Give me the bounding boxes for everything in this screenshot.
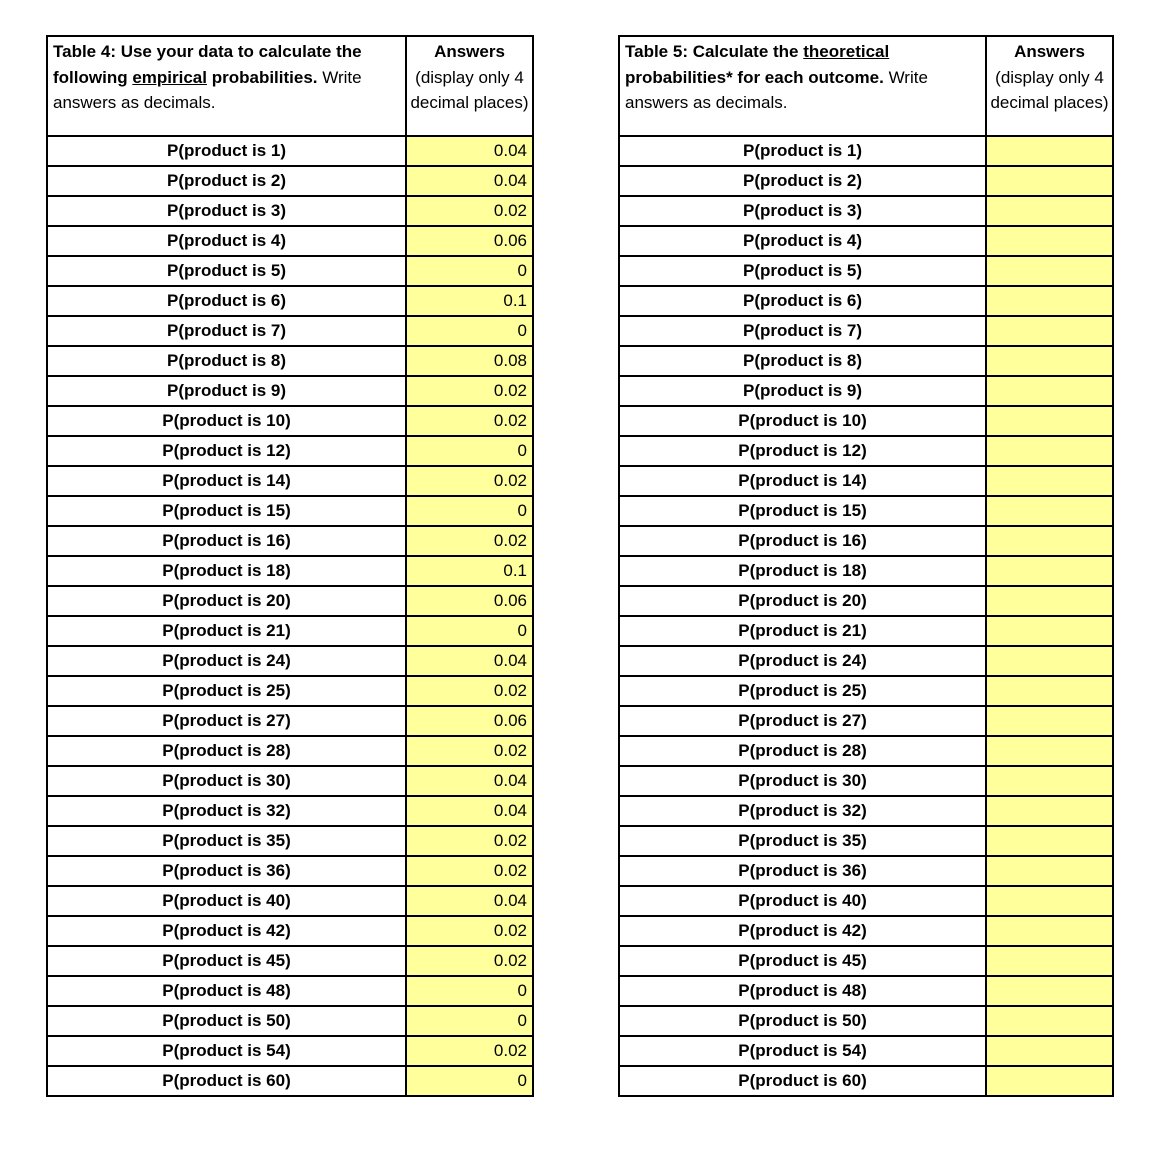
table-row: [47, 136, 533, 166]
answer-cell[interactable]: [986, 766, 1113, 796]
outcome-label: P(product is 3): [47, 196, 406, 226]
answer-cell[interactable]: [986, 526, 1113, 556]
table-row: [47, 526, 533, 556]
answer-cell[interactable]: [986, 226, 1113, 256]
outcome-label: P(product is 48): [619, 976, 986, 1006]
outcome-label: P(product is 14): [47, 466, 406, 496]
outcome-label: P(product is 36): [619, 856, 986, 886]
answer-cell[interactable]: [986, 166, 1113, 196]
outcome-label: P(product is 15): [619, 496, 986, 526]
answer-cell[interactable]: 0: [406, 496, 533, 526]
table-row: [619, 346, 1113, 376]
table-row: [47, 496, 533, 526]
answer-cell[interactable]: [986, 196, 1113, 226]
outcome-label: P(product is 21): [619, 616, 986, 646]
table-5-answers-header: [986, 36, 1113, 136]
table-5-answers-heading: Answers: [1014, 42, 1085, 61]
outcome-label: P(product is 60): [47, 1066, 406, 1096]
answer-cell[interactable]: [986, 706, 1113, 736]
table-5-answers-note: (display only 4 decimal places): [990, 67, 1109, 112]
table-row: [619, 826, 1113, 856]
outcome-label: P(product is 10): [47, 406, 406, 436]
table-row: [47, 586, 533, 616]
answer-cell[interactable]: 0: [406, 1066, 533, 1096]
table-5-body: [619, 36, 1113, 1096]
answer-cell[interactable]: 0.04: [406, 646, 533, 676]
answer-cell[interactable]: 0.02: [406, 856, 533, 886]
answer-cell[interactable]: [986, 1036, 1113, 1066]
table-row: [47, 316, 533, 346]
table-row: [619, 856, 1113, 886]
outcome-label: P(product is 32): [47, 796, 406, 826]
table-row: [619, 406, 1113, 436]
answer-cell[interactable]: [986, 976, 1113, 1006]
table-row: [619, 556, 1113, 586]
answer-cell[interactable]: [986, 496, 1113, 526]
table-row: [47, 676, 533, 706]
answer-cell[interactable]: [986, 616, 1113, 646]
outcome-label: P(product is 20): [619, 586, 986, 616]
table-row: [619, 436, 1113, 466]
table-row: [619, 1006, 1113, 1036]
answer-cell[interactable]: 0: [406, 976, 533, 1006]
outcome-label: P(product is 4): [619, 226, 986, 256]
outcome-label: P(product is 15): [47, 496, 406, 526]
outcome-label: P(product is 20): [47, 586, 406, 616]
outcome-label: P(product is 10): [619, 406, 986, 436]
answer-cell[interactable]: 0.04: [406, 886, 533, 916]
outcome-label: P(product is 25): [47, 676, 406, 706]
answer-cell[interactable]: [986, 826, 1113, 856]
answer-cell[interactable]: [986, 886, 1113, 916]
answer-cell[interactable]: [986, 436, 1113, 466]
table-row: [619, 586, 1113, 616]
outcome-label: P(product is 50): [619, 1006, 986, 1036]
answer-cell[interactable]: 0.1: [406, 556, 533, 586]
table-row: [47, 406, 533, 436]
answer-cell[interactable]: 0.04: [406, 136, 533, 166]
outcome-label: P(product is 25): [619, 676, 986, 706]
outcome-label: P(product is 12): [619, 436, 986, 466]
table-row: [619, 256, 1113, 286]
answer-cell[interactable]: 0: [406, 436, 533, 466]
outcome-label: P(product is 8): [619, 346, 986, 376]
answer-cell[interactable]: [986, 136, 1113, 166]
outcome-label: P(product is 24): [47, 646, 406, 676]
table-5-theoretical: [618, 35, 1114, 1097]
outcome-label: P(product is 35): [619, 826, 986, 856]
answer-cell[interactable]: [986, 796, 1113, 826]
outcome-label: P(product is 40): [47, 886, 406, 916]
table-5-title-bold: Table 5: Calculate the: [625, 42, 799, 61]
table-row: [619, 796, 1113, 826]
outcome-label: P(product is 18): [47, 556, 406, 586]
table-row: [47, 736, 533, 766]
outcome-label: P(product is 45): [619, 946, 986, 976]
outcome-label: P(product is 5): [47, 256, 406, 286]
table-4-title-rest: Write answers as decimals.: [53, 67, 362, 112]
answer-cell[interactable]: [986, 646, 1113, 676]
answer-cell[interactable]: [986, 346, 1113, 376]
outcome-label: P(product is 35): [47, 826, 406, 856]
answer-cell[interactable]: [986, 676, 1113, 706]
answer-cell[interactable]: [986, 586, 1113, 616]
table-row: [619, 916, 1113, 946]
answer-cell[interactable]: [986, 736, 1113, 766]
outcome-label: P(product is 60): [619, 1066, 986, 1096]
table-row: [619, 376, 1113, 406]
table-row: [47, 706, 533, 736]
outcome-label: P(product is 16): [47, 526, 406, 556]
outcome-label: P(product is 7): [619, 316, 986, 346]
answer-cell[interactable]: 0.04: [406, 166, 533, 196]
answer-cell[interactable]: [986, 946, 1113, 976]
table-row: [619, 706, 1113, 736]
table-5-header-row: [619, 36, 1113, 136]
answer-cell[interactable]: [986, 1006, 1113, 1036]
outcome-label: P(product is 5): [619, 256, 986, 286]
outcome-label: P(product is 2): [47, 166, 406, 196]
table-row: [47, 166, 533, 196]
outcome-label: P(product is 1): [619, 136, 986, 166]
table-row: [619, 616, 1113, 646]
answer-cell[interactable]: [986, 556, 1113, 586]
table-row: [619, 226, 1113, 256]
answer-cell[interactable]: 0.02: [406, 736, 533, 766]
answer-cell[interactable]: 0.04: [406, 766, 533, 796]
answer-cell[interactable]: [986, 376, 1113, 406]
answer-cell[interactable]: [986, 916, 1113, 946]
table-4-answers-note: (display only 4 decimal places): [410, 67, 529, 112]
outcome-label: P(product is 8): [47, 346, 406, 376]
table-row: [47, 826, 533, 856]
answer-cell[interactable]: 0.06: [406, 226, 533, 256]
table-row: [619, 286, 1113, 316]
outcome-label: P(product is 27): [619, 706, 986, 736]
outcome-label: P(product is 28): [619, 736, 986, 766]
answer-cell[interactable]: [986, 1066, 1113, 1096]
answer-cell[interactable]: 0.02: [406, 1036, 533, 1066]
answer-cell[interactable]: [986, 256, 1113, 286]
outcome-label: P(product is 54): [619, 1036, 986, 1066]
table-row: [47, 346, 533, 376]
outcome-label: P(product is 28): [47, 736, 406, 766]
outcome-label: P(product is 12): [47, 436, 406, 466]
answer-cell[interactable]: 0.02: [406, 196, 533, 226]
outcome-label: P(product is 16): [619, 526, 986, 556]
table-4-instructions: [47, 36, 406, 136]
answer-cell[interactable]: [986, 316, 1113, 346]
answer-cell[interactable]: [986, 466, 1113, 496]
table-row: [47, 796, 533, 826]
outcome-label: P(product is 9): [47, 376, 406, 406]
table-row: [47, 436, 533, 466]
table-row: [47, 466, 533, 496]
outcome-label: P(product is 2): [619, 166, 986, 196]
answer-cell[interactable]: 0.1: [406, 286, 533, 316]
outcome-label: P(product is 30): [47, 766, 406, 796]
outcome-label: P(product is 9): [619, 376, 986, 406]
answer-cell[interactable]: 0.02: [406, 466, 533, 496]
outcome-label: P(product is 18): [619, 556, 986, 586]
outcome-label: P(product is 6): [47, 286, 406, 316]
table-row: [619, 736, 1113, 766]
table-5-title-underlined: theoretical: [803, 42, 890, 61]
answer-cell[interactable]: 0.02: [406, 526, 533, 556]
outcome-label: P(product is 21): [47, 616, 406, 646]
table-4-body: [47, 36, 533, 1096]
answer-cell[interactable]: 0.02: [406, 916, 533, 946]
table-row: [619, 196, 1113, 226]
outcome-label: P(product is 50): [47, 1006, 406, 1036]
outcome-label: P(product is 40): [619, 886, 986, 916]
answer-cell[interactable]: 0.02: [406, 376, 533, 406]
table-row: [47, 886, 533, 916]
outcome-label: P(product is 54): [47, 1036, 406, 1066]
outcome-label: P(product is 42): [619, 916, 986, 946]
table-row: [47, 766, 533, 796]
table-5-instructions: [619, 36, 986, 136]
table-row: [47, 376, 533, 406]
table-row: [619, 1066, 1113, 1096]
answer-cell[interactable]: 0: [406, 256, 533, 286]
table-5-title-bold-end: probabilities* for each outcome.: [625, 67, 884, 87]
table-row: [47, 256, 533, 286]
outcome-label: P(product is 45): [47, 946, 406, 976]
table-row: [619, 526, 1113, 556]
outcome-label: P(product is 27): [47, 706, 406, 736]
outcome-label: P(product is 48): [47, 976, 406, 1006]
table-row: [47, 946, 533, 976]
answer-cell[interactable]: 0.02: [406, 676, 533, 706]
answer-cell[interactable]: 0.02: [406, 826, 533, 856]
table-row: [47, 226, 533, 256]
outcome-label: P(product is 4): [47, 226, 406, 256]
table-row: [619, 316, 1113, 346]
table-4-answers-heading: Answers: [434, 42, 505, 61]
outcome-label: P(product is 1): [47, 136, 406, 166]
table-row: [47, 916, 533, 946]
outcome-label: P(product is 6): [619, 286, 986, 316]
table-row: [619, 766, 1113, 796]
table-row: [47, 1066, 533, 1096]
table-row: [47, 196, 533, 226]
table-row: [619, 496, 1113, 526]
answer-cell[interactable]: 0.02: [406, 406, 533, 436]
answer-cell[interactable]: 0: [406, 1006, 533, 1036]
outcome-label: P(product is 14): [619, 466, 986, 496]
answer-cell[interactable]: 0.08: [406, 346, 533, 376]
table-row: [619, 166, 1113, 196]
table-4-header-row: [47, 36, 533, 136]
table-5-title-rest: Write answers as decimals.: [625, 67, 928, 112]
table-row: [619, 466, 1113, 496]
outcome-label: P(product is 32): [619, 796, 986, 826]
table-4-title-bold-end: probabilities.: [211, 67, 318, 87]
answer-cell[interactable]: [986, 856, 1113, 886]
table-row: [47, 976, 533, 1006]
answer-cell[interactable]: 0.06: [406, 706, 533, 736]
table-row: [47, 1006, 533, 1036]
table-row: [619, 886, 1113, 916]
table-row: [47, 856, 533, 886]
table-row: [47, 616, 533, 646]
outcome-label: P(product is 42): [47, 916, 406, 946]
table-row: [619, 1036, 1113, 1066]
table-4-title-bold: Table 4: Use your data to calculate the following: [53, 42, 362, 87]
table-row: [619, 946, 1113, 976]
table-row: [619, 676, 1113, 706]
table-4-empirical: [46, 35, 534, 1097]
answer-cell[interactable]: [986, 286, 1113, 316]
table-row: [47, 1036, 533, 1066]
answer-cell[interactable]: 0.02: [406, 946, 533, 976]
outcome-label: P(product is 36): [47, 856, 406, 886]
answer-cell[interactable]: 0: [406, 616, 533, 646]
answer-cell[interactable]: 0.06: [406, 586, 533, 616]
table-row: [47, 556, 533, 586]
answer-cell[interactable]: [986, 406, 1113, 436]
outcome-label: P(product is 3): [619, 196, 986, 226]
table-row: [47, 286, 533, 316]
outcome-label: P(product is 24): [619, 646, 986, 676]
answer-cell[interactable]: 0.04: [406, 796, 533, 826]
table-4-answers-header: [406, 36, 533, 136]
table-row: [619, 976, 1113, 1006]
table-row: [47, 646, 533, 676]
outcome-label: P(product is 30): [619, 766, 986, 796]
table-4-title-underlined: empirical: [132, 67, 207, 87]
table-row: [619, 136, 1113, 166]
answer-cell[interactable]: 0: [406, 316, 533, 346]
outcome-label: P(product is 7): [47, 316, 406, 346]
table-row: [619, 646, 1113, 676]
